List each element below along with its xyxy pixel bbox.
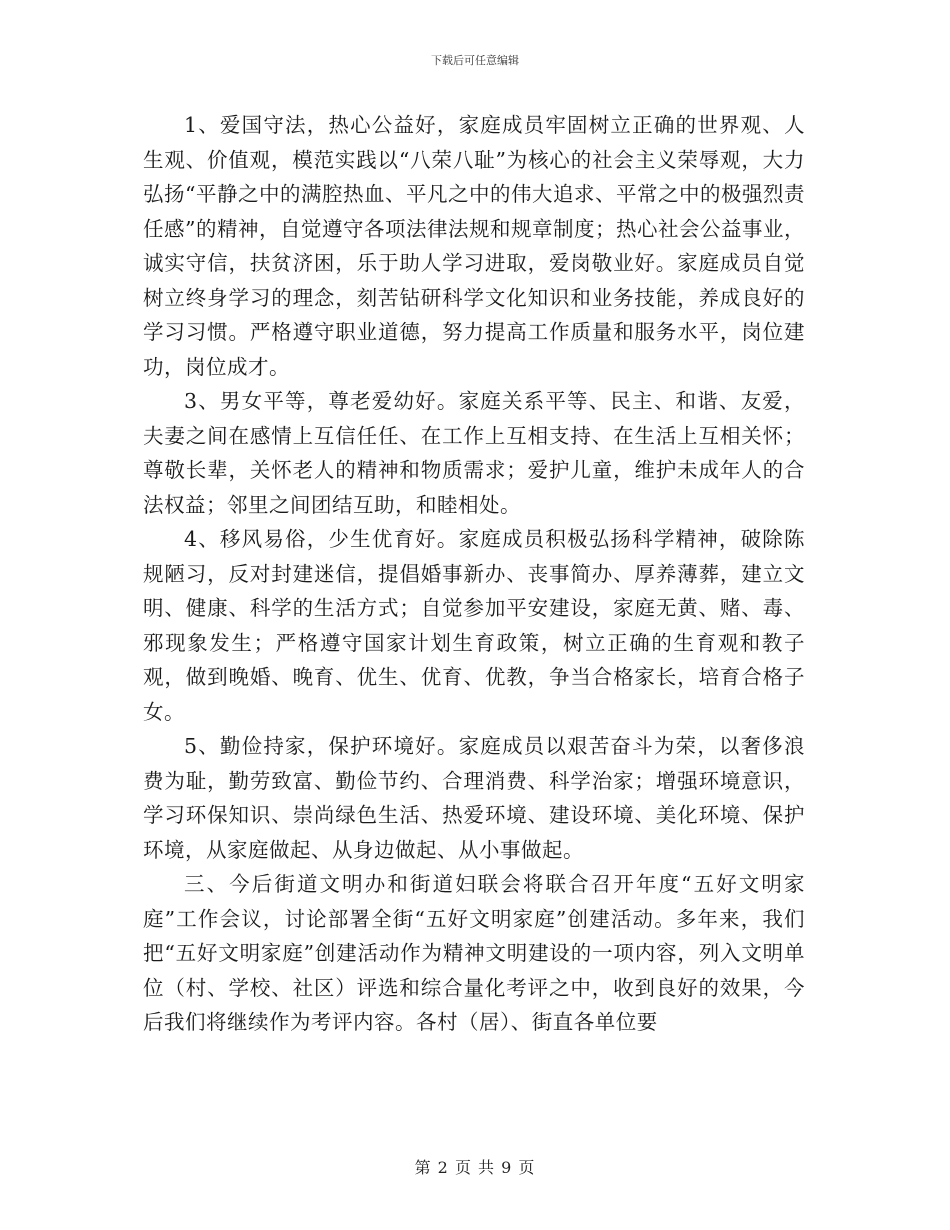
paragraph-equality: 3、男女平等，尊老爱幼好。家庭关系平等、民主、和谐、友爱，夫妻之间在感情上互信任任、在工作上互相支持、在生活上互相关怀；尊敬长辈，关怀老人的精神和物质需求；爱护儿童，维护未成年人的合法权益；邻里之间团结互助，和睦相处。 [143,389,805,517]
document-body [143,108,805,1040]
page-number: 第 2 页 共 9 页 [414,1158,536,1177]
paragraph-patriotism: 1、爱国守法，热心公益好，家庭成员牢固树立正确的世界观、人生观、价值观，模范实践以“八荣八耻”为核心的社会主义荣辱观，大力弘扬“平静之中的满腔热血、平凡之中的伟大追求、平常之中的极强烈责任感”的精神，自觉遵守各项法律法规和规章制度；热心社会公益事业，诚实守信，扶贫济困，乐于助人学习进取，爱岗敬业好。家庭成员自觉树立终身学习的理念，刻苦钻研科学文化知识和业务技能，养成良好的学习习惯。严格遵守职业道德，努力提高工作质量和服务水平，岗位建功，岗位成才。 [143,113,805,379]
page-header: 下载后可任意编辑 [431,54,519,67]
paragraph-section-three: 三、今后街道文明办和街道妇联会将联合召开年度“五好文明家庭”工作会议，讨论部署全街“五好文明家庭”创建活动。多年来，我们把“五好文明家庭”创建活动作为精神文明建设的一项内容，列入文明单位（村、学校、社区）评选和综合量化考评之中，收到良好的效果，今后我们将继续作为考评内容。各村（居）、街直各单位要 [143,872,805,1034]
paragraph-thrift: 5、勤俭持家，保护环境好。家庭成员以艰苦奋斗为荣，以奢侈浪费为耻，勤劳致富、勤俭节约、合理消费、科学治家；增强环境意识，学习环保知识、崇尚绿色生活、热爱环境、建设环境、美化环境、保护环境，从家庭做起、从身边做起、从小事做起。 [143,734,805,862]
paragraph-customs: 4、移风易俗，少生优育好。家庭成员积极弘扬科学精神，破除陈规陋习，反对封建迷信，提倡婚事新办、丧事简办、厚养薄葬，建立文明、健康、科学的生活方式；自觉参加平安建设，家庭无黄、赌、毒、邪现象发生；严格遵守国家计划生育政策，树立正确的生育观和教子观，做到晚婚、晚育、优生、优育、优教，争当合格家长，培育合格子女。 [143,527,805,724]
